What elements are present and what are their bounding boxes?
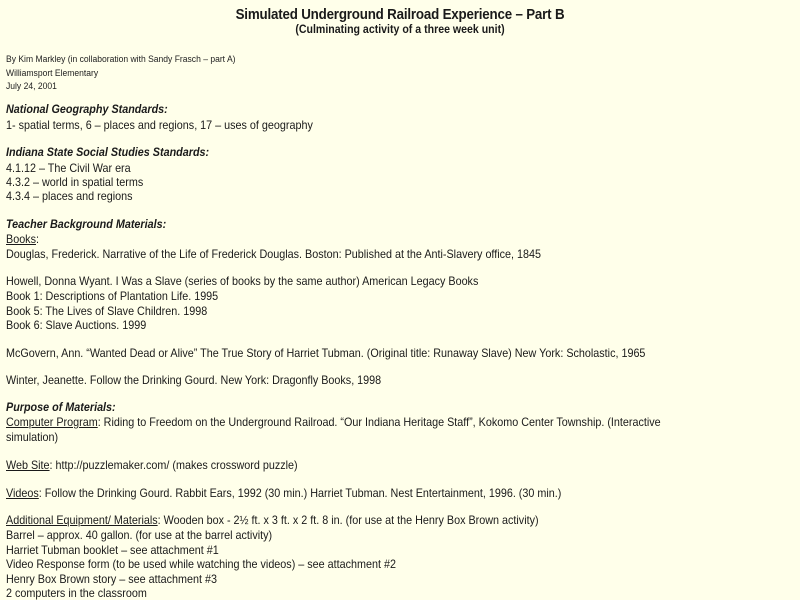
equipment-label: Additional Equipment/ Materials: [6, 514, 158, 527]
author-line: By Kim Markley (in collaboration with Sandy Frasch – part A): [6, 54, 236, 64]
computer-program-text-cont: simulation): [6, 431, 59, 444]
videos-line: [6, 487, 561, 500]
document-title: Simulated Underground Railroad Experience – Part B: [235, 7, 565, 23]
book-entry-mcgovern: McGovern, Ann. “Wanted Dead or Alive” The True Story of Harriet Tubman. (Original title: Runaway Slave) New York: Scholastic, 1965: [6, 347, 646, 360]
website-label: Web Site: [6, 459, 50, 472]
howell-book-item: Book 6: Slave Auctions. 1999: [6, 319, 147, 332]
purpose-heading: Purpose of Materials:: [6, 401, 116, 414]
computer-program-text: : Riding to Freedom on the Underground Railroad. “Our Indiana Heritage Staff”, Kokomo Center Township. (Interactive: [97, 416, 661, 429]
indiana-standard-item: 4.1.12 – The Civil War era: [6, 162, 131, 175]
equipment-item: 2 computers in the classroom: [6, 587, 147, 600]
howell-book-item: Book 1: Descriptions of Plantation Life. 1995: [6, 290, 219, 303]
videos-label: Videos: [6, 487, 39, 500]
document-subtitle: (Culminating activity of a three week unit): [295, 24, 505, 36]
equipment-item: Barrel – approx. 40 gallon. (for use at the barrel activity): [6, 529, 273, 542]
books-label-line: [6, 233, 39, 246]
computer-program-line: [6, 416, 661, 429]
website-text: : http://puzzlemaker.com/ (makes crossword puzzle): [49, 459, 298, 472]
equipment-item: Harriet Tubman booklet – see attachment #1: [6, 544, 219, 557]
books-colon: :: [35, 233, 39, 246]
teacher-background-heading: Teacher Background Materials:: [6, 218, 167, 231]
book-entry-howell: Howell, Donna Wyant. I Was a Slave (series of books by the same author) American Legacy Books: [6, 275, 479, 288]
equipment-line: [6, 514, 539, 527]
howell-book-item: Book 5: The Lives of Slave Children. 1998: [6, 305, 208, 318]
book-entry-winter: Winter, Jeanette. Follow the Drinking Gourd. New York: Dragonfly Books, 1998: [6, 374, 382, 387]
indiana-standards-heading: Indiana State Social Studies Standards:: [6, 146, 210, 159]
document-date: July 24, 2001: [6, 81, 57, 91]
equipment-item: Henry Box Brown story – see attachment #3: [6, 573, 217, 586]
indiana-standard-item: 4.3.2 – world in spatial terms: [6, 176, 144, 189]
school-name: Williamsport Elementary: [6, 68, 99, 78]
computer-program-label: Computer Program: [6, 416, 98, 429]
videos-text: : Follow the Drinking Gourd. Rabbit Ears, 1992 (30 min.) Harriet Tubman. Nest Entertainment, 1996. (30 min.): [38, 487, 562, 500]
indiana-standard-item: 4.3.4 – places and regions: [6, 190, 133, 203]
national-geography-heading: National Geography Standards:: [6, 103, 168, 116]
national-geography-text: 1- spatial terms, 6 – places and regions, 17 – uses of geography: [6, 119, 313, 132]
book-entry-douglas: Douglas, Frederick. Narrative of the Life of Frederick Douglas. Boston: Published at the Anti-Slavery office, 1845: [6, 248, 541, 261]
equipment-item: Video Response form (to be used while watching the videos) – see attachment #2: [6, 558, 396, 571]
equipment-text: : Wooden box - 2½ ft. x 3 ft. x 2 ft. 8 in. (for use at the Henry Box Brown activity): [157, 514, 539, 527]
books-label: Books: [6, 233, 36, 246]
website-line: [6, 459, 298, 472]
